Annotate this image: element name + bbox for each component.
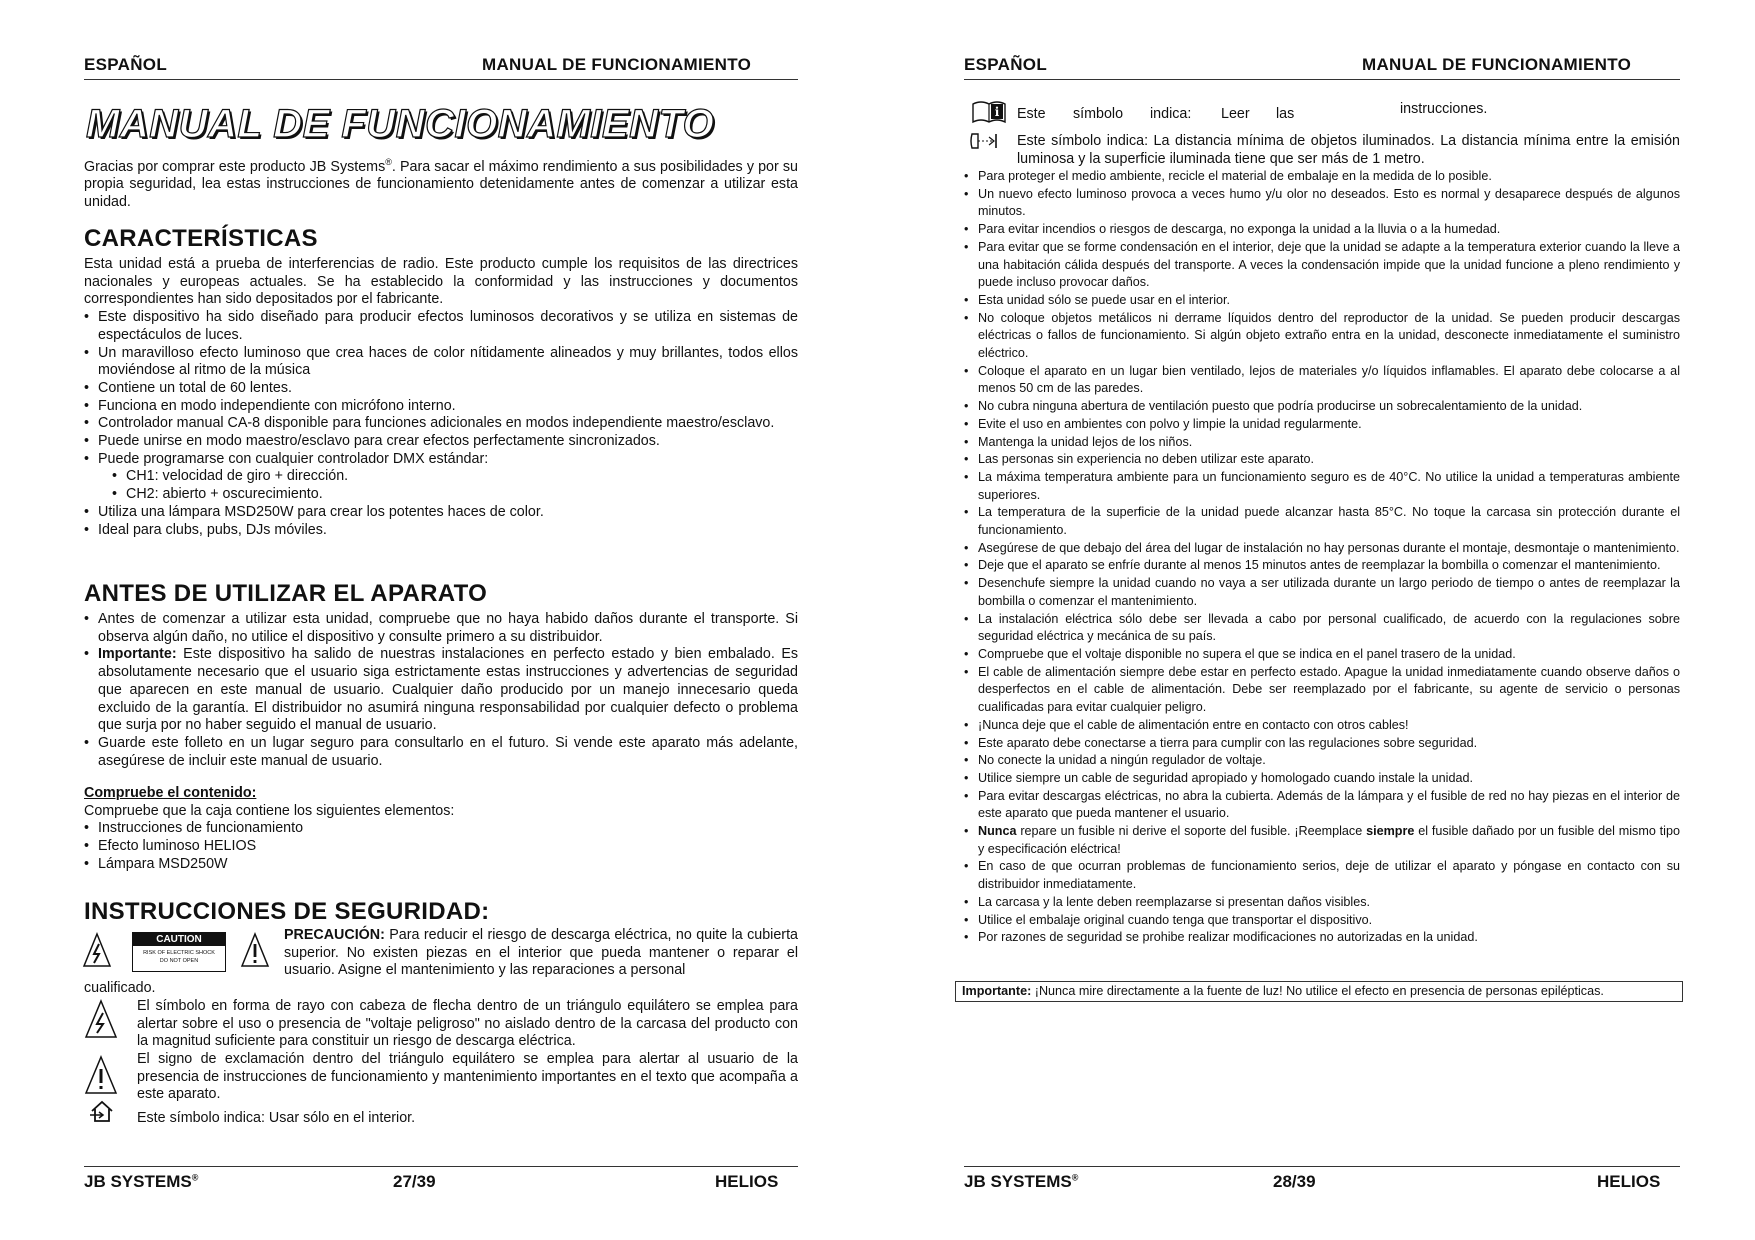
footer-brand-text: JB SYSTEMS [964,1172,1072,1191]
list-item: • Un nuevo efecto luminoso provoca a veces humo y/u olor no deseados. Esto es normal y desaparece después de algunos minutos. [964,186,1680,221]
list-item: • Deje que el aparato se enfríe durante al menos 15 minutos antes de reemplazar la bombilla o comenzar el mantenimiento. [964,557,1680,575]
important-warning-box [955,981,1683,1002]
intro-text-a: Gracias por comprar este producto JB Systems [84,158,386,175]
exclamation-symbol-text: El signo de exclamación dentro del triángulo equilátero se emplea para alertar al usuario de la presencia de instrucciones de funcionamiento y mantenimiento importantes en el texto que acompaña a este aparato. [137,1051,798,1103]
features-heading: CARACTERÍSTICAS [84,225,318,252]
list-item [964,823,1680,858]
list-item: • Antes de comenzar a utilizar esta unidad, compruebe que no haya habido daños durante el transporte. Si observa algún daño, no utilice el dispositivo y consulte primero a su distribuidor. [84,611,798,646]
before-use-list [84,611,798,770]
exclamation-icon [240,932,270,968]
fuse-text-a: repare un fusible ni derive el soporte del fusible. ¡Reemplace [1016,824,1367,839]
caution-title: CAUTION [133,933,225,946]
precaution-text: Para reducir el riesgo de descarga eléctrica, no quite la cubierta superior. No existen piezas en el interior que pueda mantener o reparar el usuario. Asigne el mantenimiento y las reparaciones a personal [284,927,798,979]
list-item: • CH2: abierto + oscurecimiento. [112,486,798,504]
list-item: • Instrucciones de funcionamiento [84,820,798,838]
header-language: ESPAÑOL [964,55,1048,74]
header-title: MANUAL DE FUNCIONAMIENTO [482,55,752,74]
list-item: • La instalación eléctrica sólo debe ser llevada a cabo por personal cualificado, de acuerdo con la regulaciones sobre seguridad eléctrica y mecánica de su país. [964,611,1680,646]
list-item: • Las personas sin experiencia no deben utilizar este aparato. [964,451,1680,469]
list-item: • No cubra ninguna abertura de ventilación puesto que podría producirse un sobrecalentamiento de la unidad. [964,398,1680,416]
read-symbol-word-6: instrucciones. [1400,101,1488,117]
list-item: • Coloque el aparato en un lugar bien ventilado, lejos de materiales y/o líquidos inflamables. El aparato debe colocarse a al menos 50 cm de las paredes. [964,363,1680,398]
indoor-use-icon [89,1099,115,1123]
min-distance-icon [969,131,999,151]
list-item [84,646,798,735]
exclamation-triangle-icon [84,1055,118,1095]
list-item: • No conecte la unidad a ningún regulador de voltaje. [964,752,1680,770]
list-item: • Funciona en modo independiente con micrófono interno. [84,398,798,416]
list-item: • Para evitar incendios o riesgos de descarga, no exponga la unidad a la lluvia o a la humedad. [964,221,1680,239]
list-item: • El cable de alimentación siempre debe estar en perfecto estado. Apague la unidad inmediatamente cuando observe daños o desperfectos en el cable de alimentación. Debe ser reemplazado por el fabricante, su agente de servicio o personas cualificadas para evitar cualquier peligro. [964,664,1680,717]
list-item: • La carcasa y la lente deben reemplazarse si presentan daños visibles. [964,894,1680,912]
important-label: Importante: [962,984,1032,998]
list-item: • Desenchufe siempre la unidad cuando no vaya a ser utilizada durante un largo periodo de tiempo o antes de reemplazar la bombilla o comenzar el mantenimiento. [964,575,1680,610]
list-item: • CH1: velocidad de giro + dirección. [112,468,798,486]
header-language: ESPAÑOL [84,55,168,74]
list-item: • Este aparato debe conectarse a tierra para cumplir con las regulaciones sobre seguridad. [964,735,1680,753]
footer-brand [964,1172,1078,1192]
read-symbol-word-1: Este [1017,106,1046,122]
list-item: • Mantenga la unidad lejos de los niños. [964,434,1680,452]
important-text: Este dispositivo ha salido de nuestras instalaciones en perfecto estado y bien embalado. Es absolutamente necesario que el usuario siga estrictamente estas instrucciones y advertencias de seguridad que aparecen en este manual de usuario. Cualquier daño producido por un manejo innecesario queda excluido de la garantía. El distribuidor no asumirá ninguna responsabilidad por cualquier defecto o problema que surja por no haber seguido el manual de usuario. [98,646,798,734]
list-item: • No coloque objetos metálicos ni derrame líquidos dentro del reproductor de la unidad. Se pueden producir descargas eléctricas o fallos de funcionamiento. Si algún objeto extraño entra en la unidad, desconecte inmediatamente el suministro eléctrico. [964,310,1680,363]
read-symbol-word-2: símbolo [1073,106,1124,122]
important-label: Importante: [98,646,177,663]
footer-brand [84,1172,198,1192]
intro-text-b: . Para sacar el máximo rendimiento a sus posibilidades y por su propia seguridad, lea estas instrucciones de funcionamiento detenidamente antes de comenzar a utilizar esta unidad. [84,158,798,211]
contents-heading: Compruebe el contenido: [84,785,257,801]
list-item: • Efecto luminoso HELIOS [84,838,798,856]
footer-brand-text: JB SYSTEMS [84,1172,192,1191]
features-section [84,256,798,539]
list-item: • Para evitar descargas eléctricas, no abra la cubierta. Además de la lámpara y el fusible de red no hay piezas en el interior de este aparato que pueda mantener el usuario. [964,788,1680,823]
contents-list [84,820,798,873]
dmx-channel-list [84,468,798,503]
list-item: • Este dispositivo ha sido diseñado para producir efectos luminosos decorativos y se utiliza en sistemas de espectáculos de luces. [84,309,798,344]
list-item: • Asegúrese de que debajo del área del lugar de instalación no hay personas durante el montaje, desmontaje o mantenimiento. [964,540,1680,558]
list-item: • Evite el uso en ambientes con polvo y limpie la unidad regularmente. [964,416,1680,434]
list-item: • En caso de que ocurran problemas de funcionamiento serios, deje de utilizar el aparato y póngase en contacto con su distribuidor inmediatamente. [964,858,1680,893]
intro-paragraph [84,154,798,212]
caution-subtext-2: DO NOT OPEN [159,958,199,964]
list-item: • Utilice el embalaje original cuando tenga que transportar el dispositivo. [964,912,1680,930]
list-item: • Utilice siempre un cable de seguridad apropiado y homologado cuando instale la unidad. [964,770,1680,788]
list-item: • Compruebe que el voltaje disponible no supera el que se indica en el panel trasero de la unidad. [964,646,1680,664]
list-item: • Ideal para clubs, pubs, DJs móviles. [84,522,798,540]
list-item: • Puede programarse con cualquier controlador DMX estándar: [84,451,798,469]
list-item: • ¡Nunca deje que el cable de alimentación entre en contacto con otros cables! [964,717,1680,735]
footer-page-number: 27/39 [393,1172,436,1191]
safety-list [964,168,1680,947]
read-symbol-word-3: indica: [1150,106,1192,122]
safety-list-section [964,168,1680,947]
lightning-symbol-text: El símbolo en forma de rayo con cabeza de flecha dentro de un triángulo equilátero se emplea para alertar sobre el uso o presencia de "voltaje peligroso" no aislado dentro de la carcasa del producto con la magnitud suficiente para constituir un riesgo de descarga eléctrica. [137,998,798,1050]
footer-product: HELIOS [1597,1172,1661,1191]
important-warning-text: ¡Nunca mire directamente a la fuente de luz! No utilice el efecto en presencia de personas epilépticas. [1031,984,1604,998]
footer-registered-mark: ® [191,1172,199,1183]
high-voltage-icon [82,932,112,968]
features-list [84,309,798,468]
before-use-heading: ANTES DE UTILIZAR EL APARATO [84,580,488,607]
caution-subtext-1: RISK OF ELECTRIC SHOCK [143,950,215,956]
read-symbol-word-4: Leer [1221,106,1250,122]
footer-page-number: 28/39 [1273,1172,1316,1191]
read-symbol-word-5: las [1276,106,1295,122]
features-list-continued [84,504,798,539]
list-item: • La temperatura de la superficie de la unidad puede alcanzar hasta 85°C. No toque la carcasa sin protección durante el funcionamiento. [964,504,1680,539]
caution-label [132,932,226,972]
precaution-label: PRECAUCIÓN: [284,927,385,943]
svg-text:i: i [994,105,1000,119]
list-item: • Esta unidad sólo se puede usar en el interior. [964,292,1680,310]
list-item: • Puede unirse en modo maestro/esclavo para crear efectos perfectamente sincronizados. [84,433,798,451]
distance-symbol-text: Este símbolo indica: La distancia mínima de objetos iluminados. La distancia mínima entre la emisión luminosa y la superficie iluminada tiene que ser más de 1 metro. [1017,133,1680,167]
nunca-label: Nunca [978,824,1017,839]
list-item: • Contiene un total de 60 lentes. [84,380,798,398]
list-item: • Un maravilloso efecto luminoso que crea haces de color nítidamente alineados y muy brillantes, todos ellos moviéndose al ritmo de la música [84,345,798,380]
read-instructions-icon [971,100,1007,124]
list-item: • Controlador manual CA-8 disponible para funciones adicionales en modos independiente maestro/esclavo. [84,415,798,433]
list-item: • Guarde este folleto en un lugar seguro para consultarlo en el futuro. Si vende este aparato más adelante, asegúrese de incluir este manual de usuario. [84,735,798,770]
header-title: MANUAL DE FUNCIONAMIENTO [1362,55,1632,74]
features-intro: Esta unidad está a prueba de interferencias de radio. Este producto cumple los requisitos de las directrices nacionales y europeas actuales. Se ha establecido la conformidad y las instrucciones y documentos correspondientes han sido depositados por el fabricante. [84,256,798,308]
before-use-section [84,611,798,770]
contents-intro: Compruebe que la caja contiene los siguientes elementos: [84,802,455,819]
footer-product: HELIOS [715,1172,779,1191]
footer-rule [84,1166,798,1167]
siempre-label: siempre [1366,824,1415,839]
footer-registered-mark: ® [1071,1172,1079,1183]
lightning-triangle-icon [84,999,118,1039]
indoor-symbol-text: Este símbolo indica: Usar sólo en el interior. [137,1110,416,1126]
header-rule [964,79,1680,80]
list-item: • Utiliza una lámpara MSD250W para crear los potentes haces de color. [84,504,798,522]
registered-mark: ® [385,157,392,167]
safety-heading: INSTRUCCIONES DE SEGURIDAD: [84,898,490,925]
list-item: • Lámpara MSD250W [84,856,798,874]
list-item: • La máxima temperatura ambiente para un funcionamiento seguro es de 40°C. No utilice la unidad a temperaturas ambiente superiores. [964,469,1680,504]
precaution-paragraph [284,927,798,980]
list-item: • Para evitar que se forme condensación en el interior, deje que la unidad se adapte a la temperatura exterior cuando la lleve a una habitación cálida después del transporte. A veces la condensación impide que la unidad funcione a pleno rendimiento y puede incluso provocar daños. [964,239,1680,292]
precaution-end: cualificado. [84,980,156,996]
list-item: • Por razones de seguridad se prohibe realizar modificaciones no autorizadas en la unidad. [964,929,1680,947]
header-rule [84,79,798,80]
page-title: MANUAL DE FUNCIONAMIENTO [86,102,715,146]
contents-section [84,785,798,874]
footer-rule [964,1166,1680,1167]
list-item: • Para proteger el medio ambiente, recicle el material de embalaje en la medida de lo posible. [964,168,1680,186]
fuse-text-b: el fusible dañado por un fusible del mismo tipo y especificación eléctrica! [978,824,1680,856]
